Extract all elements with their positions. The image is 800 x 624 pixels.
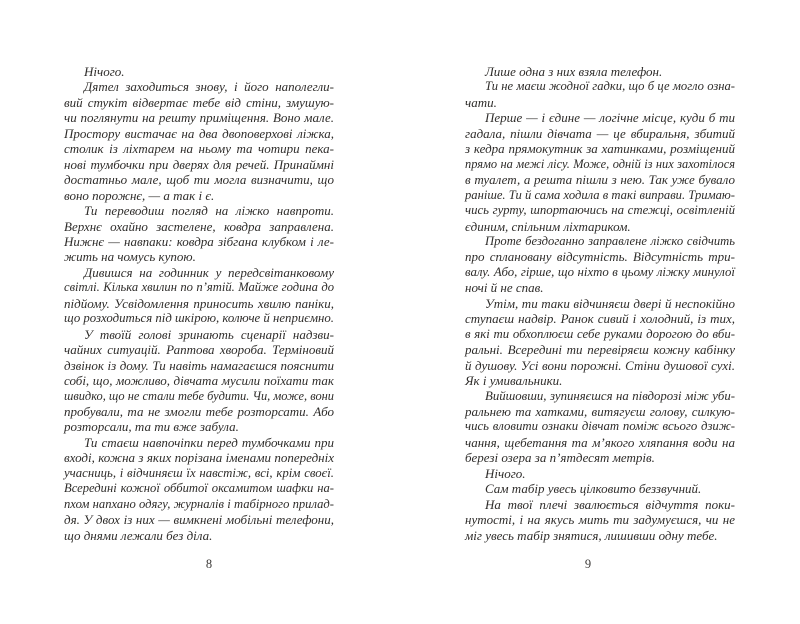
text-line: чайних ситуацій. Раптова хвороба. Терміновий <box>64 342 334 358</box>
text-line: ночі й не спав. <box>465 280 544 296</box>
text-line: ральні. Всередині ти перевіряєш кожну кабінку <box>465 342 735 358</box>
text-line: Верхнє охайно застелене, ковдра заправлена. <box>64 218 334 234</box>
text-line: Дивишся на годинник у передсвітанковому <box>84 264 334 280</box>
text-line: з кедра прямокутник за хатинками, розміщений <box>465 141 735 157</box>
text-line: про сплановану відсутність. Відсутність три- <box>465 249 735 265</box>
text-line: Ти переводиш погляд на ліжко навпроти. <box>84 203 334 219</box>
text-line: Сам табір увесь цілковито беззвучний. <box>485 481 702 497</box>
text-line: ральнею та хатками, витягуєш голову, силкую- <box>465 403 735 419</box>
text-line: Нижнє — навпаки: ковдра зібгана клубком і ле- <box>64 233 334 249</box>
text-line: Як і умивальники. <box>465 373 563 389</box>
text-line: в які ти обхоплюєш себе руками дорогою до вби- <box>465 326 735 341</box>
text-line: Всередині кожної оббитої оксамитом шафки на- <box>64 481 334 496</box>
text-line: жить на чомусь купою. <box>64 249 196 265</box>
text-line: Ти не маєш жодної гадки, що б це могло озна- <box>485 79 735 94</box>
text-line: в туалет, а решта пішли з нею. Так уже бувало <box>465 172 735 188</box>
text-line: У твоїй голові зринають сценарії надзви- <box>84 326 334 342</box>
text-line: й душову. Усі вони порожні. Стіни душової сухі. <box>465 357 735 373</box>
text-line: Проте бездоганно заправлене ліжко свідчить <box>485 233 735 248</box>
text-line: підйому. Усвідомлення приносить хвилю паніки, <box>64 295 334 311</box>
text-line: валу. Або, гірше, що ніхто в цьому ліжку минулої <box>465 264 735 279</box>
text-line: столик із ліхтарем на ньому та чотири пека- <box>64 141 334 157</box>
text-line: воно порожнє, — а так і є. <box>64 187 215 203</box>
text-line: Лише одна з них взяла телефон. <box>485 64 663 79</box>
text-line: раніше. Ти й сама ходила в такі виправи. Тримаю- <box>465 187 735 202</box>
page-left-text <box>64 64 334 543</box>
text-line: гадала, пішли дівчата — це вбиральня, збитий <box>465 125 735 141</box>
text-line: На твої плечі звалюється відчуття поки- <box>485 496 735 512</box>
text-line: єдиним, спільним ліхтариком. <box>465 218 631 234</box>
text-line: вході, кожна з яких порізана іменами попередніх <box>64 450 334 466</box>
text-line: чись вловити ознаки дівчат поміж всього дзиж- <box>465 419 735 434</box>
text-line: чись гурту, шпортаючись на стежці, освітленій <box>465 203 735 218</box>
text-line: Простору вистачає на два двоповерхові ліжка, <box>64 125 334 141</box>
text-line: прямо на межі лісу. Може, одній із них захотілося <box>465 156 735 171</box>
text-line: учасниць, і відчиняєш їх навстіж, всі, крім своєї. <box>64 465 334 480</box>
text-line: світлі. Кілька хвилин по п’ятій. Майже година до <box>64 280 334 295</box>
text-line: пхом напхано одягу, журналів і табірного прилад- <box>64 496 334 511</box>
text-line: дзвінок із дому. Ти навіть намагаєшся пояснити <box>64 357 334 373</box>
text-line: пробували, та не змогли тебе розторсати. Або <box>64 403 334 419</box>
page-right-text <box>465 64 735 543</box>
text-line: дя. У двох із них — вимкнені мобільні телефони, <box>64 512 334 528</box>
text-line: чати. <box>465 94 497 110</box>
text-line: міг увесь табір знятися, лишивши одну тебе. <box>465 527 718 543</box>
text-line: ступаєш надвір. Ранок сивий і холодний, із тих, <box>465 311 735 327</box>
text-line: розторсали, та ти вже забула. <box>64 419 239 435</box>
text-line: Нічого. <box>485 465 526 481</box>
page-number-right: 9 <box>584 557 592 571</box>
text-line: Нічого. <box>84 64 125 79</box>
text-line: Дятел заходиться знову, і його наполегли- <box>84 79 334 95</box>
text-line: Вийшовши, зупиняєшся на півдорозі між уби- <box>485 388 735 403</box>
text-line: вий стукіт відвертає тебе від стіни, змушую- <box>64 94 334 110</box>
text-line: собі, що, можливо, дівчата мусили поїхати так <box>64 373 334 389</box>
text-line: Утім, ти таки відчиняєш двері й неспокійно <box>485 295 735 311</box>
text-line: Ти стаєш навпочіпки перед тумбочками при <box>84 434 334 450</box>
text-line: березі озера за п’ятдесят метрів. <box>465 450 655 466</box>
text-line: швидко, що не стали тебе будити. Чи, може, вони <box>64 388 334 403</box>
text-line: що днями лежали без діла. <box>64 527 213 543</box>
page-number-left: 8 <box>205 557 213 571</box>
text-line: чання, щебетання та м’якого хляпання води на <box>465 434 735 450</box>
text-line: чи поглянути на решту приміщення. Воно мале. <box>64 110 334 126</box>
text-line: Перше — і єдине — логічне місце, куди б ти <box>485 110 735 126</box>
text-line: достатньо мале, щоб ти могла визначити, що <box>64 172 334 188</box>
text-line: нутості, і на якусь мить ти задумуєшся, чи не <box>465 512 735 528</box>
text-line: що розходиться під шкірою, колюче й неприємно. <box>64 311 334 326</box>
text-line: нові тумбочки при дверях для речей. Принаймні <box>64 156 334 172</box>
